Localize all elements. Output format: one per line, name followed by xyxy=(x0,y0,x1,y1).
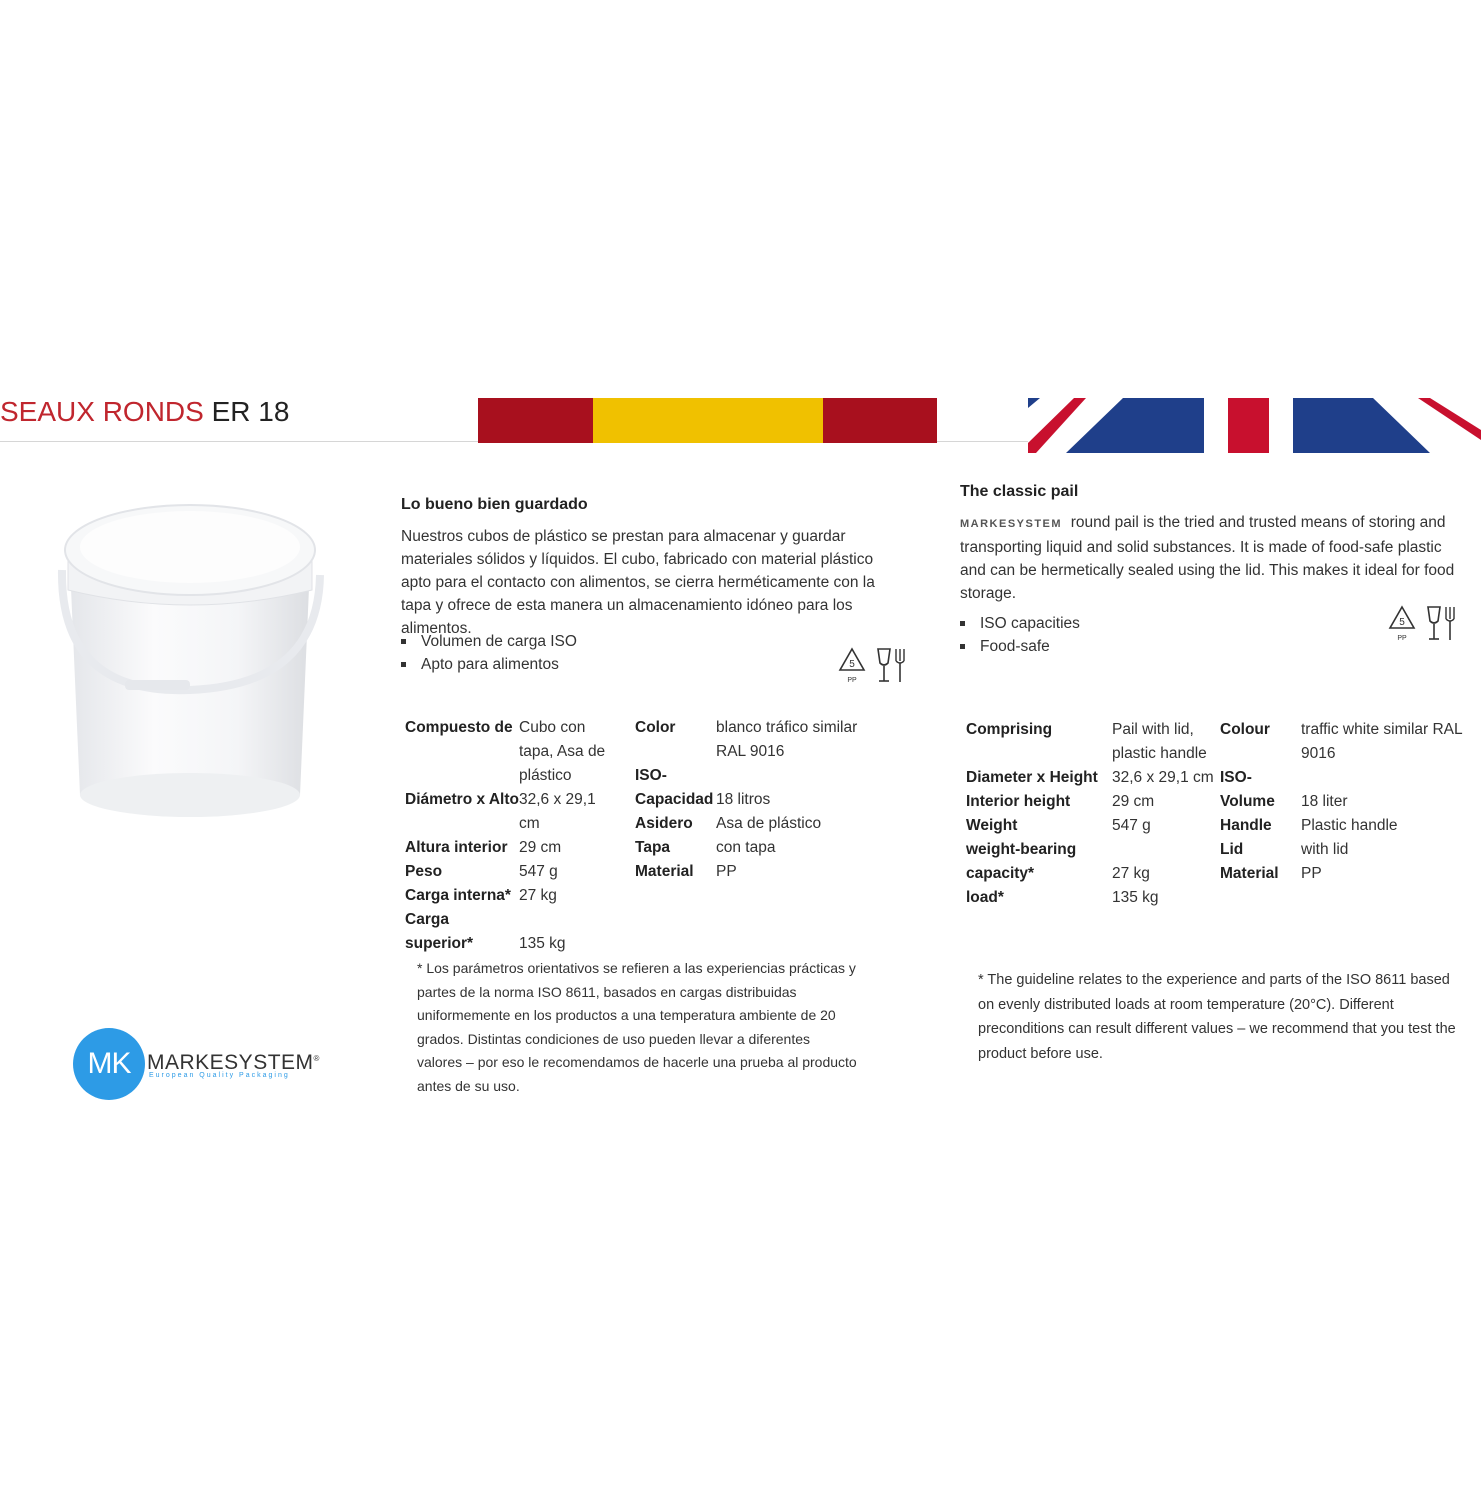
table-row: ISO-Capacidad 18 litros xyxy=(635,767,771,808)
table-row: Carga superior* 135 kg xyxy=(405,911,566,952)
table-row: Carga interna* 27 kg xyxy=(405,887,557,904)
list-item: Apto para alimentos xyxy=(401,653,577,676)
en-icons xyxy=(1388,604,1456,644)
es-paragraph: Nuestros cubos de plástico se prestan para almacenar y guardar materiales sólidos y líquidos. El cubo, fabricado con material plástico apto para el contacto con alimentos, se cierra herméticamente con la tapa y ofrece de esta manera un almacenamiento idóneo para los alimentos. xyxy=(401,528,875,637)
recycle-pp-icon xyxy=(838,646,866,686)
es-heading: Lo bueno bien guardado xyxy=(401,496,588,513)
table-row: Asidero Asa de plástico xyxy=(635,815,822,832)
food-safe-icon xyxy=(876,647,906,685)
table-row: Comprising Pail with lid, plastic handle xyxy=(966,721,1207,762)
svg-text:5: 5 xyxy=(849,659,855,670)
en-footnote: * The guideline relates to the experience and parts of the ISO 8611 based on evenly distributed loads at room temperature (20°C). Different preconditions can result different values – we recommend that you test the product before use. xyxy=(978,972,1456,1062)
table-row: Lid with lid xyxy=(1220,841,1349,858)
table-row: Diámetro x Alto 32,6 x 29,1 cm xyxy=(405,791,596,832)
table-row: Peso 547 g xyxy=(405,863,558,880)
table-row: Weight 547 g xyxy=(966,817,1151,834)
table-row: Handle Plastic handle xyxy=(1220,817,1398,834)
list-item: Food-safe xyxy=(960,635,1080,658)
food-safe-icon xyxy=(1426,605,1456,643)
en-specs-right xyxy=(1220,718,1470,886)
table-row: ISO-Volume 18 liter xyxy=(1220,769,1348,810)
title-dark: ER 18 xyxy=(211,396,290,427)
table-row: Material PP xyxy=(635,863,737,880)
table-row: Interior height 29 cm xyxy=(966,793,1155,810)
table-row: Color blanco tráfico similar RAL 9016 xyxy=(635,719,858,760)
table-row: Material PP xyxy=(1220,865,1322,882)
table-row: Tapa con tapa xyxy=(635,839,776,856)
logo-circle: MK xyxy=(73,1028,145,1100)
table-row: Diameter x Height 32,6 x 29,1 cm xyxy=(966,769,1214,786)
logo-tagline: European Quality Packaging xyxy=(149,1072,290,1079)
table-row: load* 135 kg xyxy=(966,889,1159,906)
en-specs-left xyxy=(966,718,1214,910)
list-item: Volumen de carga ISO xyxy=(401,630,577,653)
logo-name: MARKESYSTEM® xyxy=(147,1051,320,1074)
svg-text:PP: PP xyxy=(847,677,857,684)
header-divider xyxy=(0,441,478,442)
table-row: Compuesto de Cubo con tapa, Asa de plástico xyxy=(405,719,606,784)
table-row: weight-bearing capacity* 27 kg xyxy=(966,841,1150,882)
en-heading: The classic pail xyxy=(960,483,1079,500)
title-red: SEAUX RONDS xyxy=(0,396,204,427)
es-specs-right xyxy=(635,716,865,884)
uk-flag xyxy=(1028,398,1481,453)
recycle-pp-icon xyxy=(1388,604,1416,644)
table-row: Altura interior 29 cm xyxy=(405,839,562,856)
svg-text:PP: PP xyxy=(1397,635,1407,642)
table-row: Colour traffic white similar RAL 9016 xyxy=(1220,721,1463,762)
en-brand: MARKESYSTEM xyxy=(960,518,1063,530)
svg-text:5: 5 xyxy=(1399,617,1405,628)
es-icons xyxy=(838,646,906,686)
pail-product-image xyxy=(50,495,330,830)
list-item: ISO capacities xyxy=(960,612,1080,635)
es-footnote: * Los parámetros orientativos se refieren a las experiencias prácticas y partes de la norma ISO 8611, basados en cargas distribuidas uniformemente en los productos a una temperatura ambiente de 20 grados. Distintas condiciones de uso pueden llevar a diferentes valores – por eso le recomendamos de hacerle una prueba al producto antes de su uso. xyxy=(417,960,857,1094)
spain-flag xyxy=(478,398,937,443)
en-bullets xyxy=(960,612,1080,658)
header-divider-mid xyxy=(937,441,1032,442)
es-specs-left xyxy=(405,716,615,956)
page-title xyxy=(0,396,289,428)
en-paragraph: MARKESYSTEM round pail is the tried and trusted means of storing and transporting liquid and solid substances. It is made of food-safe plastic and can be hermetically sealed using the lid. This makes it ideal for food storage. xyxy=(960,514,1455,602)
es-bullets xyxy=(401,630,577,676)
